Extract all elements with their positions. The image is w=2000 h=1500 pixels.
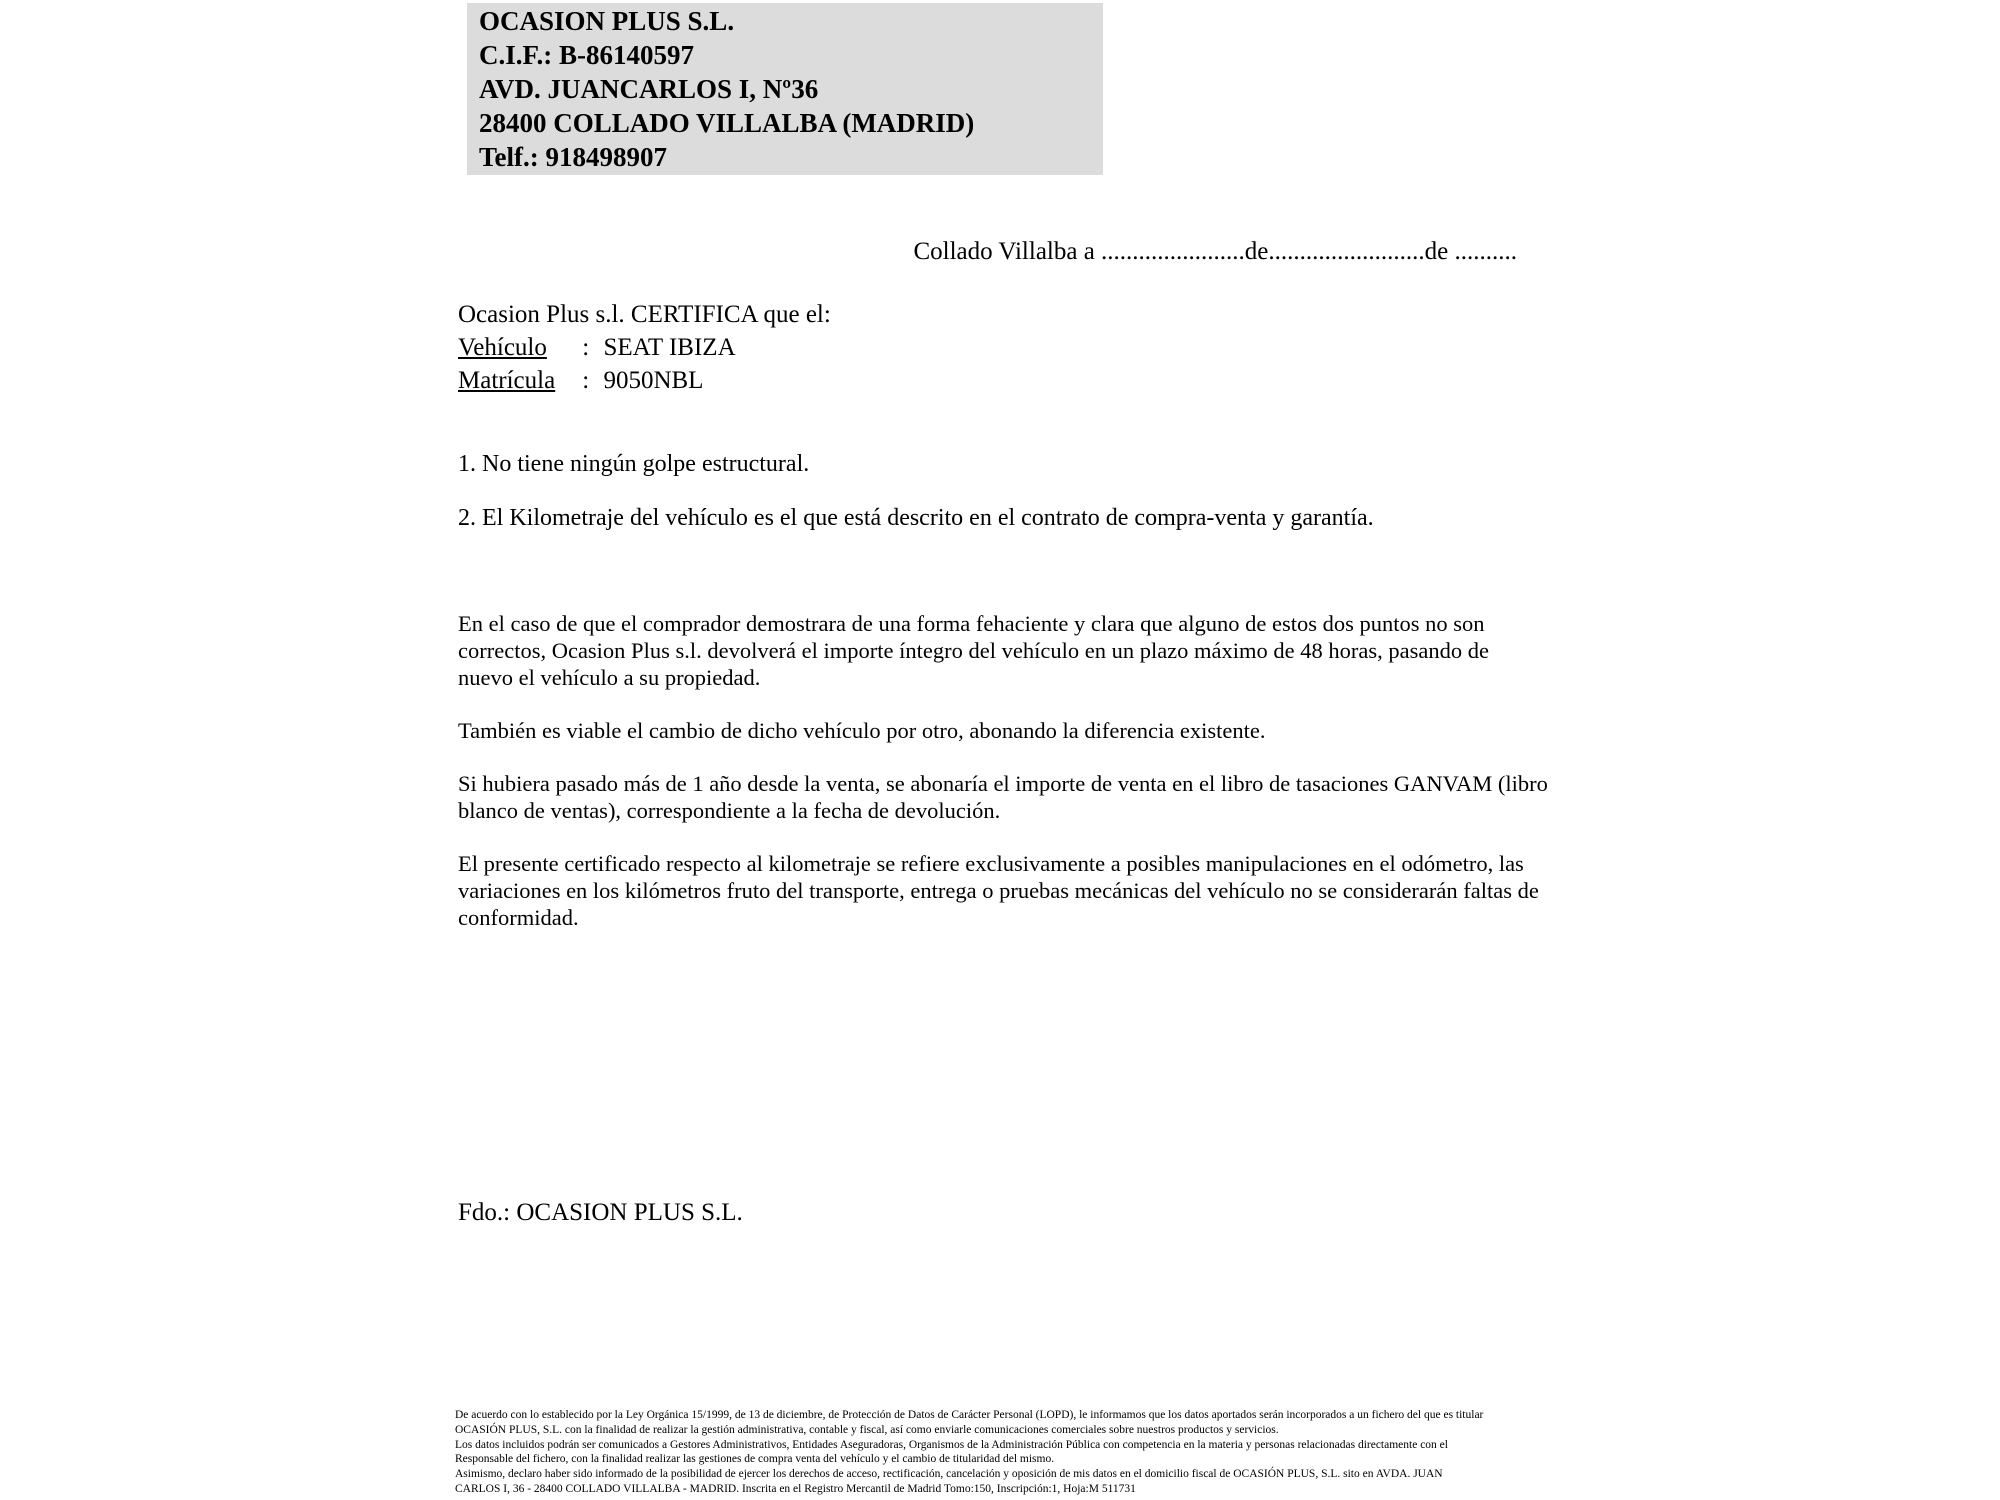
numbered-points: [458, 450, 1558, 532]
numbered-point-2: 2. El Kilometraje del vehículo es el que está descrito en el contrato de compra-venta y garantía.: [458, 505, 1374, 531]
paragraph-ganvam: Si hubiera pasado más de 1 año desde la venta, se abonaría el importe de venta en el libro de tasaciones GANVAM (libro blanco de ventas), correspondiente a la fecha de devolución.: [458, 771, 1548, 823]
vehicle-separator: :: [582, 334, 590, 361]
legal-footer-line-1: De acuerdo con lo establecido por la Ley Orgánica 15/1999, de 13 de diciembre, de Protección de Datos de Carácter Personal (LOPD), le informamos que los datos aportados serán incorporados a un fichero del que es titular: [455, 1409, 1484, 1421]
legal-footer: [455, 1408, 1605, 1497]
company-address: AVD. JUANCARLOS I, Nº36: [479, 74, 819, 104]
signature-line: Fdo.: OCASION PLUS S.L.: [458, 1199, 743, 1226]
legal-footer-line-2: OCASIÓN PLUS, S.L. con la finalidad de realizar la gestión administrativa, contable y fiscal, así como enviarle comunicaciones comerciales sobre nuestros productos y servicios.: [455, 1423, 1279, 1436]
paragraph-refund: En el caso de que el comprador demostrara de una forma fehaciente y clara que alguno de estos dos puntos no son correctos, Ocasion Plus s.l. devolverá el importe íntegro del vehículo en un plazo máximo de 48 horas, pasando de nuevo el vehículo a su propiedad.: [458, 611, 1489, 690]
vehicle-label: Vehículo: [458, 334, 547, 361]
body-paragraphs: [458, 610, 1548, 957]
legal-footer-line-6: CARLOS I, 36 - 28400 COLLADO VILLALBA - MADRID. Inscrita en el Registro Mercantil de Madrid Tomo:150, Inscripción:1, Hoja:M 511731: [455, 1482, 1136, 1495]
plate-label: Matrícula: [458, 367, 556, 394]
paragraph-odometer: El presente certificado respecto al kilometraje se refiere exclusivamente a posibles manipulaciones en el odómetro, las variaciones en los kilómetros fruto del transporte, entrega o pruebas mecánicas del vehículo no se considerarán faltas de conformidad.: [458, 851, 1539, 930]
numbered-point-1: 1. No tiene ningún golpe estructural.: [458, 451, 810, 477]
company-phone: Telf.: 918498907: [479, 142, 667, 172]
legal-footer-line-4: Responsable del fichero, con la finalidad realizar las gestiones de compra venta del vehículo y el cambio de titularidad del mismo.: [455, 1453, 1055, 1466]
certification-intro: Ocasion Plus s.l. CERTIFICA que el:: [458, 301, 831, 328]
company-header-box: [467, 3, 1103, 175]
vehicle-value: SEAT IBIZA: [603, 334, 736, 361]
paragraph-exchange: También es viable el cambio de dicho vehículo por otro, abonando la diferencia existente.: [458, 718, 1266, 743]
date-line: Collado Villalba a .......................de.........................de ..........: [913, 238, 1517, 265]
company-cif: C.I.F.: B-86140597: [479, 40, 695, 70]
legal-footer-line-3: Los datos incluidos podrán ser comunicados a Gestores Administrativos, Entidades Aseguradoras, Organismos de la Administración Pública con competencia en la materia y personas relacionadas directamente con el: [455, 1438, 1448, 1451]
legal-footer-line-5: Asimismo, declaro haber sido informado de la posibilidad de ejercer los derechos de acceso, rectificación, cancelación y oposición de mis datos en el domicilio fiscal de OCASIÓN PLUS, S.L. sito en AVDA. JUAN: [455, 1468, 1443, 1481]
certification-block: [458, 298, 1543, 397]
company-name: OCASION PLUS S.L.: [479, 6, 735, 36]
vehicle-field: [458, 331, 1543, 364]
company-city: 28400 COLLADO VILLALBA (MADRID): [479, 108, 975, 138]
plate-value: 9050NBL: [603, 367, 704, 394]
plate-separator: :: [582, 367, 590, 394]
plate-field: [458, 364, 1543, 397]
